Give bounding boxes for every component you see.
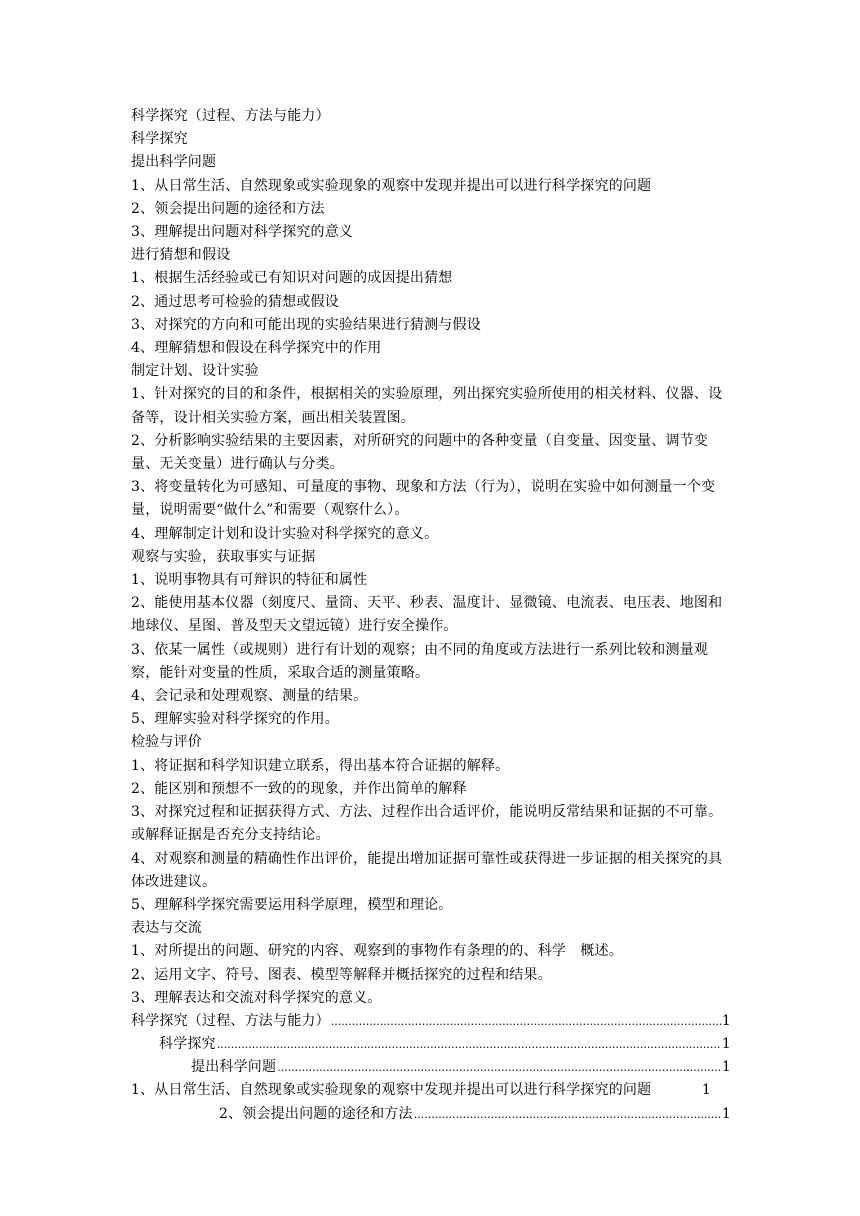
toc-page-number: 1 (721, 1012, 731, 1029)
list-item: 1、从日常生活、自然现象或实验现象的观察中发现并提出可以进行科学探究的问题 (131, 177, 652, 194)
list-item: 4、理解制定计划和设计实验对科学探究的意义。 (131, 525, 439, 542)
list-item: 2、通过思考可检验的猜想或假设 (131, 293, 339, 310)
toc-page-number: 1 (721, 1059, 731, 1076)
toc-leader-dots (277, 1056, 721, 1079)
list-item: 1、说明事物具有可辩识的特征和属性 (131, 572, 368, 589)
list-item: 1、将证据和科学知识建立联系，得出基本符合证据的解释。 (131, 757, 510, 774)
toc-entry[interactable] (131, 1079, 731, 1102)
list-item: 4、会记录和处理观察、测量的结果。 (131, 688, 368, 705)
subsection-heading: 制定计划、设计实验 (131, 363, 259, 380)
subsection-heading: 检验与评价 (131, 734, 202, 751)
toc-page-number: 1 (701, 1082, 711, 1099)
list-item: 1、根据生活经验或已有知识对问题的成因提出猜想 (131, 270, 453, 287)
list-item: 4、理解猜想和假设在科学探究中的作用 (131, 340, 382, 357)
list-item: 2、能使用基本仪器（刻度尺、量筒、天平、秒表、温度计、显微镜、电流表、电压表、地图和地球仪、星图、普及型天文望远镜）进行安全操作。 (131, 595, 723, 635)
toc-entry[interactable] (131, 1010, 731, 1033)
list-item: 3、对探究过程和证据获得方式、方法、过程作出合适评价，能说明反常结果和证据的不可靠。或解释证据是否充分支持结论。 (131, 804, 723, 844)
table-of-contents (131, 1010, 731, 1126)
list-item: 3、理解提出问题对科学探究的意义 (131, 224, 354, 241)
list-item: 1、针对探究的目的和条件，根据相关的实验原理，列出探究实验所使用的相关材料、仪器、设备等，设计相关实验方案，画出相关装置图。 (131, 386, 723, 426)
toc-leader-dots (414, 1103, 721, 1126)
list-item: 5、理解实验对科学探究的作用。 (131, 711, 339, 728)
subsection-heading: 表达与交流 (131, 920, 202, 937)
list-item: 3、对探究的方向和可能出现的实验结果进行猜测与假设 (131, 316, 481, 333)
list-item: 3、依某一属性（或规则）进行有计划的观察；由不同的角度或方法进行一系列比较和测量观察，能针对变量的性质，采取合适的测量策略。 (131, 641, 709, 681)
list-item: 2、分析影响实验结果的主要因素，对所研究的问题中的各种变量（自变量、因变量、调节变量、无关变量）进行确认与分类。 (131, 432, 709, 473)
list-item: 2、能区别和预想不一致的的现象，并作出简单的解释 (131, 780, 467, 797)
toc-leader-dots (217, 1033, 721, 1056)
toc-leader-dots (331, 1010, 721, 1033)
toc-entry-label: 提出科学问题 (191, 1059, 277, 1076)
document-body (131, 105, 731, 1126)
subsection-heading: 进行猜想和假设 (131, 247, 231, 264)
list-item: 2、领会提出问题的途径和方法 (131, 200, 325, 217)
toc-page-number: 1 (721, 1105, 731, 1122)
doc-title: 科学探究（过程、方法与能力） (131, 108, 330, 124)
section-heading: 科学探究 (131, 131, 188, 148)
list-item: 4、对观察和测量的精确性作出评价，能提出增加证据可靠性或获得进一步证据的相关探究的具体改进建议。 (131, 850, 723, 890)
toc-entry[interactable] (131, 1103, 731, 1126)
list-item: 1、对所提出的问题、研究的内容、观察到的事物作有条理的的、科学 概述。 (131, 943, 623, 960)
subsection-heading: 观察与实验，获取事实与证据 (131, 548, 316, 565)
list-item: 3、理解表达和交流对科学探究的意义。 (131, 989, 382, 1006)
toc-entry-label: 2、领会提出问题的途径和方法 (219, 1105, 413, 1122)
toc-entry[interactable] (131, 1033, 731, 1056)
toc-entry[interactable] (131, 1056, 731, 1079)
list-item: 3、将变量转化为可感知、可量度的事物、现象和方法（行为），说明在实验中如何测量一个变量，说明需要“做什么”和需要（观察什么）。 (131, 479, 716, 519)
toc-entry-label: 1、从日常生活、自然现象或实验现象的观察中发现并提出可以进行科学探究的问题 (131, 1082, 652, 1099)
toc-page-number: 1 (721, 1036, 731, 1053)
list-item: 5、理解科学探究需要运用科学原理，模型和理论。 (131, 896, 453, 913)
subsection-heading: 提出科学问题 (131, 154, 217, 171)
list-item: 2、运用文字、符号、图表、模型等解释并概括探究的过程和结果。 (131, 966, 552, 983)
toc-entry-label: 科学探究（过程、方法与能力） (131, 1012, 330, 1029)
toc-entry-label: 科学探究 (159, 1036, 216, 1053)
